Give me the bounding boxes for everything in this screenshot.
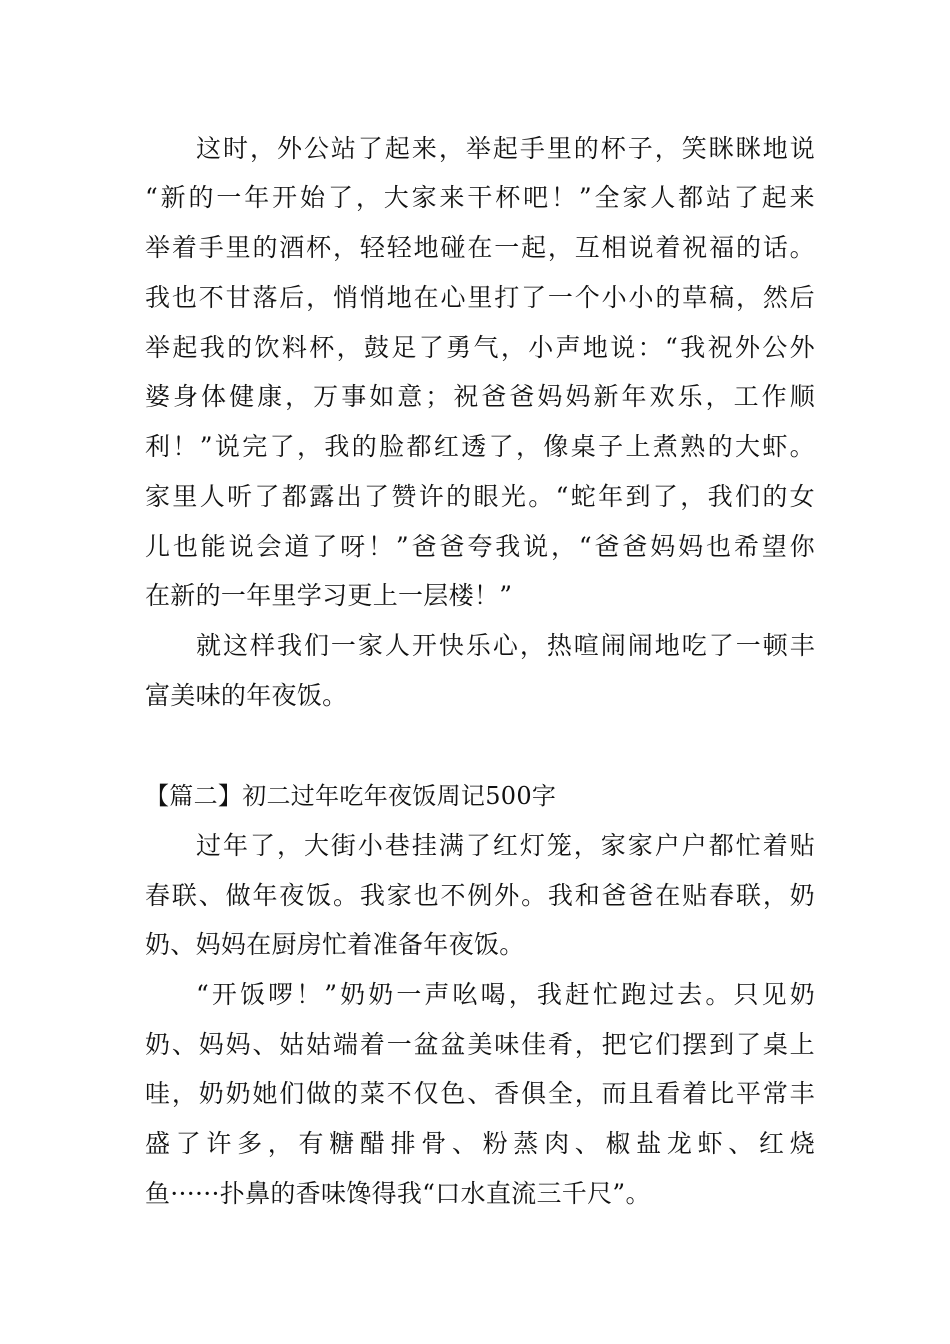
paragraph-1-line-5: 举起我的饮料杯，鼓足了勇气，小声地说：“我祝外公外 xyxy=(145,333,815,362)
paragraph-1-line-7: 利！”说完了，我的脸都红透了，像桌子上煮熟的大虾。 xyxy=(145,432,815,461)
paragraph-1-line-6: 婆身体健康，万事如意；祝爸爸妈妈新年欢乐，工作顺 xyxy=(145,382,815,411)
section-paragraph-1-line-1: 过年了，大街小巷挂满了红灯笼，家家户户都忙着贴 xyxy=(196,831,815,860)
paragraph-1-line-10: 在新的一年里学习更上一层楼！” xyxy=(145,581,513,610)
section-paragraph-2-line-3: 哇，奶奶她们做的菜不仅色、香俱全，而且看着比平常丰 xyxy=(145,1079,815,1108)
section-paragraph-2-line-1: “开饭啰！”奶奶一声吆喝，我赶忙跑过去。只见奶 xyxy=(196,980,815,1009)
section-paragraph-1-line-2: 春联、做年夜饭。我家也不例外。我和爸爸在贴春联，奶 xyxy=(145,881,815,910)
paragraph-1-line-1: 这时，外公站了起来，举起手里的杯子，笑眯眯地说 xyxy=(196,134,815,163)
section-paragraph-1-line-3: 奶、妈妈在厨房忙着准备年夜饭。 xyxy=(145,930,525,959)
paragraph-1-line-3: 举着手里的酒杯，轻轻地碰在一起，互相说着祝福的话。 xyxy=(145,233,815,262)
paragraph-2-line-2: 富美味的年夜饭。 xyxy=(145,681,348,710)
section-paragraph-2-line-5: 鱼······扑鼻的香味馋得我“口水直流三千尺”。 xyxy=(145,1179,651,1208)
paragraph-1-line-9: 儿也能说会道了呀！”爸爸夸我说，“爸爸妈妈也希望你 xyxy=(145,532,815,561)
section-heading: 【篇二】初二过年吃年夜饭周记500字 xyxy=(145,782,557,810)
paragraph-1-line-4: 我也不甘落后，悄悄地在心里打了一个小小的草稿，然后 xyxy=(145,283,815,312)
paragraph-1-line-2: “新的一年开始了，大家来干杯吧！”全家人都站了起来 xyxy=(145,183,815,212)
paragraph-2-line-1: 就这样我们一家人开快乐心，热喧闹闹地吃了一顿丰 xyxy=(196,631,815,660)
section-paragraph-2-line-2: 奶、妈妈、姑姑端着一盆盆美味佳肴，把它们摆到了桌上 xyxy=(145,1030,815,1059)
paragraph-1-line-8: 家里人听了都露出了赞许的眼光。“蛇年到了，我们的女 xyxy=(145,482,815,511)
section-paragraph-2-line-4: 盛了许多，有糖醋排骨、粉蒸肉、椒盐龙虾、红烧 xyxy=(145,1129,815,1158)
